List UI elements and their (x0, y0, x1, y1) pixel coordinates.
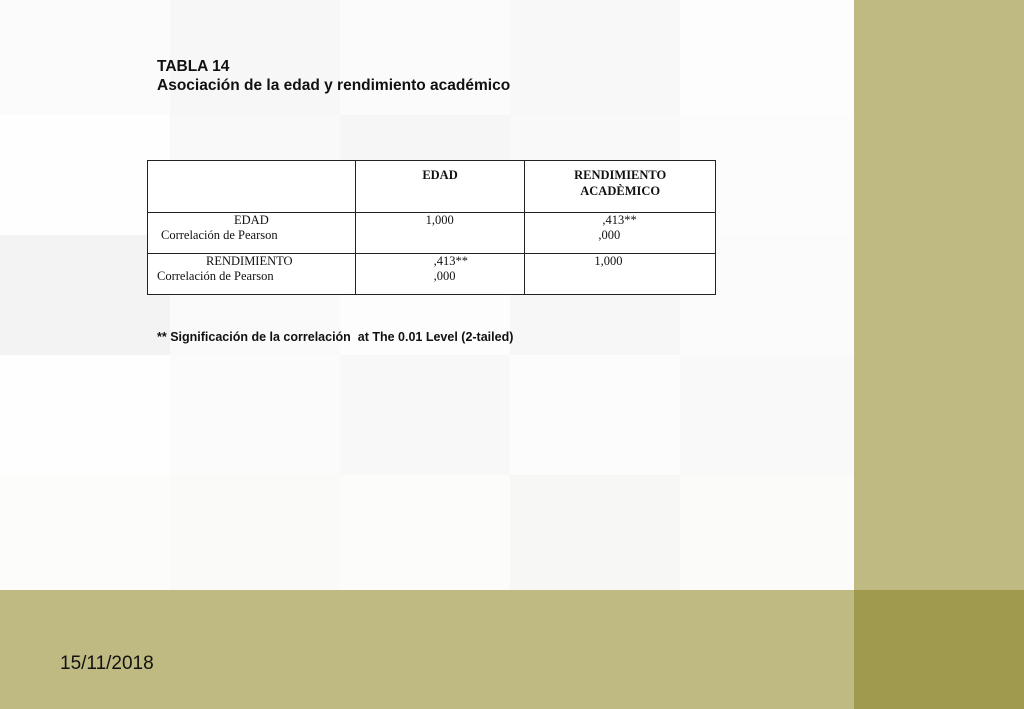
background-tile (0, 115, 170, 235)
background-tile (340, 475, 510, 590)
cell-value-bottom: ,000 (598, 228, 621, 242)
slide-title (157, 57, 510, 95)
background-tile (510, 475, 680, 590)
cell-value-bottom: ,000 (433, 269, 456, 283)
correlation-table (147, 160, 716, 295)
background-tile (680, 0, 854, 115)
row-label-title: EDAD (234, 213, 269, 227)
row-label-cell (148, 213, 356, 254)
cell-value (525, 254, 716, 295)
cell-value-top: ,413** (433, 254, 469, 268)
background-tile (510, 0, 680, 115)
table-number: TABLA 14 (157, 58, 230, 75)
row-label-cell (148, 254, 356, 295)
row-label-subtitle: Correlación de Pearson (157, 269, 274, 283)
background-tile (340, 355, 510, 475)
table-caption: Asociación de la edad y rendimiento académico (157, 77, 511, 94)
cell-value-top: 1,000 (425, 213, 454, 227)
header-empty-cell (148, 161, 356, 213)
header-rendimiento-line1: RENDIMIENTO (574, 168, 667, 182)
cell-value-top: 1,000 (594, 254, 623, 268)
header-rendimiento (525, 161, 716, 213)
right-accent-band (854, 0, 1024, 590)
background-tile (0, 0, 170, 115)
row-label-subtitle: Correlación de Pearson (161, 228, 278, 242)
background-tile (680, 355, 854, 475)
header-rendimiento-line2: ACADÈMICO (580, 184, 661, 198)
table-row (148, 213, 716, 254)
background-tile (0, 355, 170, 475)
cell-value (355, 254, 525, 295)
background-tile (510, 355, 680, 475)
cell-value (355, 213, 525, 254)
table-row (148, 254, 716, 295)
background-tile (680, 475, 854, 590)
header-edad: EDAD (355, 161, 525, 213)
slide-date: 15/11/2018 (60, 653, 154, 674)
background-tile (170, 355, 340, 475)
cell-value-top: ,413** (602, 213, 637, 227)
significance-footnote: ** Significación de la correlación at The 0.01 Level (2-tailed) (157, 330, 514, 344)
background-tile (0, 235, 170, 355)
background-tile (0, 475, 170, 590)
cell-value (525, 213, 716, 254)
row-label-title: RENDIMIENTO (206, 254, 293, 268)
table-header-row (148, 161, 716, 213)
bottom-accent-band (0, 590, 854, 709)
background-tile (170, 475, 340, 590)
corner-accent-block (854, 590, 1024, 709)
